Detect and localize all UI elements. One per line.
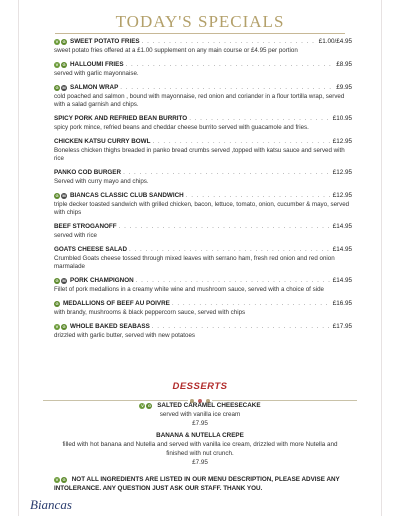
dietary-icons — [54, 301, 61, 307]
allergy-notice-text: NOT ALL INGREDIENTS ARE LISTED IN OUR MENU DESCRIPTION, PLEASE ADVISE ANY INTOLERANCE. ANY QUESTION JUST ASK OUR STAFF. THANK YOU. — [54, 476, 340, 492]
menu-item-price: £10.95 — [332, 115, 352, 122]
milk-free-icon: M — [62, 85, 66, 90]
menu-item-name: MEDALLIONS OF BEEF AU POIVRE — [63, 300, 170, 307]
menu-item-price: £1.00/£4.95 — [318, 38, 352, 45]
desserts-title: DESSERTS — [172, 381, 228, 392]
biancas-logo: Biancas — [30, 497, 72, 512]
leader-dots — [189, 115, 331, 123]
menu-item-description: Served with curry mayo and chips. — [54, 178, 149, 185]
menu-item-header — [54, 115, 352, 123]
menu-item — [54, 323, 352, 340]
gluten-free-icon: G — [147, 403, 152, 408]
leader-dots — [123, 169, 331, 177]
title-divider — [55, 33, 345, 34]
menu-item — [54, 277, 352, 294]
menu-item-description: sweet potato fries offered at a £1.00 supplement on any main course or £4.95 per portion — [54, 47, 298, 54]
leader-dots — [126, 61, 335, 69]
menu-item-header — [54, 169, 352, 177]
dietary-icons — [54, 85, 68, 91]
menu-item-price: £12.95 — [332, 138, 352, 145]
specials-list — [54, 38, 352, 346]
menu-item-header — [54, 323, 352, 331]
leader-dots — [136, 277, 331, 285]
menu-item-price: £14.95 — [332, 277, 352, 284]
dessert-item — [55, 431, 345, 467]
menu-item-price: £16.95 — [332, 300, 352, 307]
dessert-item — [0, 401, 400, 428]
vegan-icon: V — [55, 477, 59, 482]
leader-dots — [120, 84, 334, 92]
menu-item-header — [54, 138, 352, 146]
menu-item-price: £12.95 — [332, 192, 352, 199]
notice-icons — [54, 477, 68, 483]
vegan-icon: V — [55, 62, 59, 67]
menu-item-header — [54, 38, 352, 46]
menu-item-description: Fillet of pork medallions in a creamy white wine and mushroom sauce, served with a choice of side — [54, 286, 324, 293]
menu-item-price: £12.95 — [332, 169, 352, 176]
menu-item-header — [54, 277, 352, 285]
menu-item — [54, 169, 352, 186]
menu-item-price: £14.95 — [332, 223, 352, 230]
menu-item-name: PANKO COD BURGER — [54, 169, 122, 176]
menu-item-name: HALLOUMI FRIES — [70, 61, 124, 68]
gluten-free-icon: G — [55, 278, 59, 283]
dessert-description: filled with hot banana and Nutella and served with vanilla ice cream, drizzled with more Nutella and finished with nut crunch. — [62, 441, 338, 457]
menu-item-name: BEEF STROGANOFF — [54, 223, 117, 230]
dietary-icons — [54, 62, 68, 68]
gluten-free-icon: G — [55, 301, 59, 306]
dessert-icons — [139, 403, 153, 409]
menu-item — [54, 223, 352, 240]
menu-item-description: with brandy, mushrooms & black peppercorn sauce, served with chips — [54, 309, 246, 316]
menu-item-name: GOATS CHEESE SALAD — [54, 246, 128, 253]
menu-item-header — [54, 223, 352, 231]
menu-item — [54, 61, 352, 78]
leader-dots — [186, 192, 331, 200]
menu-item-name: SWEET POTATO FRIES — [70, 38, 140, 45]
dessert-description: served with vanilla ice cream — [159, 411, 241, 418]
leader-dots — [129, 246, 331, 254]
leader-dots — [142, 38, 317, 46]
menu-item — [54, 115, 352, 132]
menu-item-description: served with garlic mayonnaise. — [54, 70, 139, 77]
gluten-free-icon: G — [55, 85, 59, 90]
menu-item-name: PORK CHAMPIGNON — [70, 277, 134, 284]
menu-item-name: SALMON WRAP — [70, 84, 119, 91]
vegan-icon: V — [55, 324, 59, 329]
menu-item-name: WHOLE BAKED SEABASS — [70, 323, 150, 330]
gluten-free-icon: G — [62, 477, 66, 482]
dietary-icons — [54, 39, 68, 45]
menu-item-description: triple decker toasted sandwich with grilled chicken, bacon, lettuce, tomato, onion, cucumber & mayo, served with chips — [54, 201, 350, 216]
leader-dots — [152, 138, 330, 146]
menu-item-header — [54, 300, 352, 308]
dietary-icons — [54, 278, 68, 284]
menu-item-price: £8.95 — [336, 61, 352, 68]
gluten-free-icon: G — [62, 39, 66, 44]
dessert-price: £7.95 — [192, 420, 208, 427]
dietary-icons — [54, 324, 68, 330]
menu-item — [54, 38, 352, 55]
dessert-name: BANANA & NUTELLA CREPE — [156, 432, 244, 439]
menu-item-price: £14.95 — [332, 246, 352, 253]
page-title: TODAY'S SPECIALS — [115, 12, 285, 31]
menu-item-price: £17.95 — [332, 323, 352, 330]
menu-item-description: Crumbled Goats cheese tossed through mixed leaves with serrano ham, fresh red onion and red onion marmalade — [54, 255, 335, 270]
menu-item-description: spicy pork mince, refried beans and cheddar cheese burrito served with guacamole and fries. — [54, 124, 309, 131]
leader-dots — [119, 223, 331, 231]
menu-item-description: served with rice — [54, 232, 97, 239]
menu-item — [54, 192, 352, 217]
vegan-icon: V — [141, 403, 144, 408]
menu-item-name: SPICY PORK AND REFRIED BEAN BURRITO — [54, 115, 188, 122]
menu-item — [54, 300, 352, 317]
menu-item-name: BIANCAS CLASSIC CLUB SANDWICH — [70, 192, 184, 199]
menu-item-description: drizzled with garlic butter, served with new potatoes — [54, 332, 196, 339]
vegan-icon: V — [55, 39, 59, 44]
leader-dots — [152, 323, 331, 331]
menu-item-header — [54, 192, 352, 200]
dietary-icons — [54, 193, 68, 199]
leader-dots — [172, 300, 331, 308]
menu-item — [54, 84, 352, 109]
gluten-free-icon: G — [62, 324, 66, 329]
menu-item-description: cold poached and salmon , bound with mayonnaise, red onion and coriander in a flour tortilla wrap, served with a salad garnish and chips. — [54, 93, 345, 108]
dessert-name: SALTED CARAMEL CHEESECAKE — [157, 402, 261, 409]
menu-item-description: Boneless chicken thighs breaded in panko bread crumbs served ,topped with katsu sauce and served with rice — [54, 147, 345, 162]
menu-item-name: CHICKEN KATSU CURRY BOWL — [54, 138, 151, 145]
menu-item — [54, 138, 352, 163]
menu-item-header — [54, 61, 352, 69]
milk-free-icon: M — [62, 278, 66, 283]
dessert-price: £7.95 — [192, 459, 208, 466]
gluten-free-icon: G — [62, 62, 66, 67]
menu-item-header — [54, 246, 352, 254]
gluten-free-icon: G — [55, 193, 59, 198]
milk-free-icon: M — [62, 193, 66, 198]
menu-item-header — [54, 84, 352, 92]
menu-item-price: £9.95 — [336, 84, 352, 91]
allergy-notice — [54, 475, 354, 493]
menu-item — [54, 246, 352, 271]
